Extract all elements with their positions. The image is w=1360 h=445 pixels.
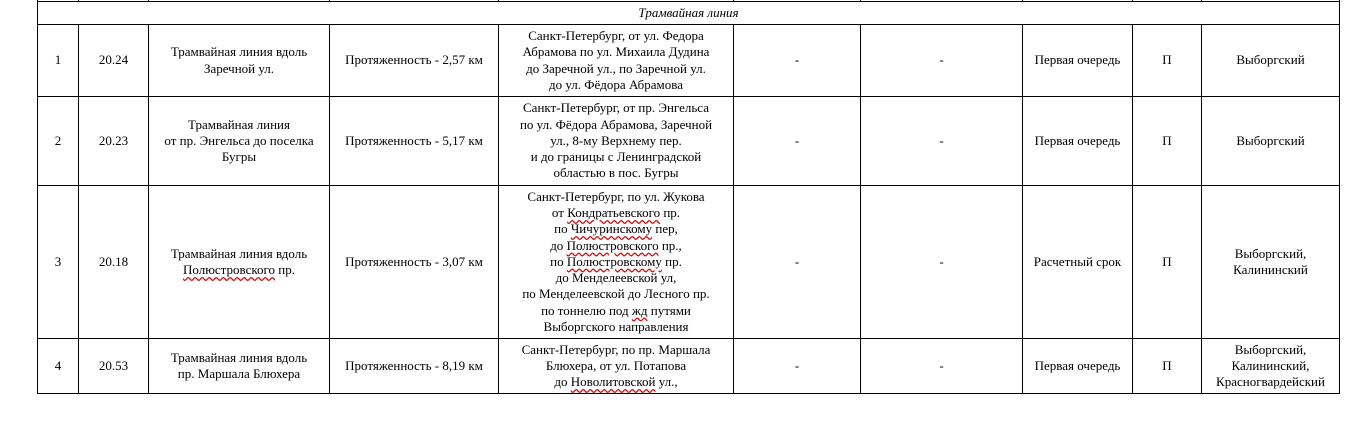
spellcheck-underlined-word: Чичуринскому: [570, 221, 653, 237]
text-fragment: Калининский,: [1231, 357, 1310, 373]
empty-value-cell: -: [734, 97, 861, 186]
text-fragment: ул., 8-му Верхнему пер.: [550, 132, 682, 148]
row-number: 1: [38, 25, 79, 97]
spellcheck-underlined-word: жд: [631, 302, 648, 318]
text-fragment: до: [554, 374, 571, 390]
row-number: 4: [38, 339, 79, 394]
object-name-line: [153, 149, 325, 165]
tram-lines-table: [37, 0, 1340, 394]
district-line: [1206, 133, 1335, 149]
object-code: 20.18: [79, 186, 149, 339]
empty-value-cell: -: [734, 186, 861, 339]
object-name: [149, 339, 330, 394]
text-fragment: пр.: [275, 262, 295, 277]
object-name-line: [153, 246, 325, 262]
route-line: [503, 358, 729, 374]
text-fragment: Выборгский,: [1234, 341, 1307, 357]
object-name-line: [153, 262, 325, 278]
route-line: [503, 189, 729, 205]
text-fragment: путями: [647, 302, 691, 318]
object-name-line: [153, 61, 325, 77]
row-number: 2: [38, 97, 79, 186]
district-cell: [1202, 25, 1340, 97]
text-fragment: от пр. Энгельса до поселка: [164, 132, 314, 148]
table-row: [38, 339, 1340, 394]
route-line: [503, 270, 729, 286]
stage-cell: Расчетный срок: [1023, 186, 1133, 339]
text-fragment: Красногвардейский: [1216, 374, 1325, 390]
route-description: [499, 25, 734, 97]
section-row: [38, 2, 1340, 25]
route-line: [503, 303, 729, 319]
text-fragment: Выборгский: [1236, 132, 1305, 148]
object-name: [149, 25, 330, 97]
text-fragment: областью в пос. Бугры: [553, 165, 679, 181]
route-line: [503, 342, 729, 358]
text-fragment: до Заречной ул., по Заречной ул.: [526, 60, 706, 76]
route-line: [503, 205, 729, 221]
object-name: [149, 186, 330, 339]
route-line: [503, 77, 729, 93]
empty-value-cell: -: [861, 339, 1023, 394]
text-fragment: ул.,: [655, 374, 678, 390]
route-line: [503, 117, 729, 133]
route-line: [503, 254, 729, 270]
spellcheck-underlined-word: Кондратьевского: [567, 204, 661, 220]
text-fragment: Выборгский,: [1234, 245, 1307, 261]
text-fragment: Санкт-Петербург, по пр. Маршала: [521, 341, 711, 357]
row-number: 3: [38, 186, 79, 339]
route-line: [503, 44, 729, 60]
district-cell: [1202, 97, 1340, 186]
route-line: [503, 238, 729, 254]
stage-cell: Первая очередь: [1023, 339, 1133, 394]
text-fragment: по: [550, 253, 567, 269]
text-fragment: Трамвайная линия вдоль: [170, 44, 308, 60]
district-cell: [1202, 186, 1340, 339]
length-cell: Протяженность - 8,19 км: [330, 339, 499, 394]
object-name-line: [153, 117, 325, 133]
district-line: [1206, 246, 1335, 262]
route-line: [503, 165, 729, 181]
text-fragment: Калининский: [1233, 262, 1308, 277]
text-fragment: до Менделеевской ул,: [555, 270, 677, 286]
text-fragment: до: [550, 237, 567, 253]
district-line: [1206, 374, 1335, 390]
district-line: [1206, 262, 1335, 278]
route-description: [499, 97, 734, 186]
text-fragment: Выборгского направления: [543, 319, 689, 335]
district-cell: [1202, 339, 1340, 394]
text-fragment: Санкт-Петербург, по ул. Жукова: [527, 188, 705, 204]
text-fragment: Санкт-Петербург, от пр. Энгельса: [523, 100, 709, 116]
route-description: [499, 186, 734, 339]
route-description: [499, 339, 734, 394]
text-fragment: пр.: [661, 253, 682, 269]
object-code: 20.23: [79, 97, 149, 186]
text-fragment: Заречной ул.: [203, 60, 275, 76]
district-line: [1206, 358, 1335, 374]
text-fragment: пер,: [652, 221, 678, 237]
spellcheck-underlined-word: Полюстровского: [183, 262, 276, 277]
type-cell: П: [1133, 339, 1202, 394]
empty-value-cell: -: [861, 186, 1023, 339]
empty-value-cell: -: [734, 25, 861, 97]
text-fragment: и до границы с Ленинградской: [530, 149, 702, 165]
length-cell: Протяженность - 5,17 км: [330, 97, 499, 186]
empty-value-cell: -: [861, 97, 1023, 186]
district-line: [1206, 52, 1335, 68]
route-line: [503, 149, 729, 165]
text-fragment: от: [551, 204, 568, 220]
text-fragment: Абрамова по ул. Михаила Дудина: [522, 44, 710, 60]
text-fragment: Выборгский: [1236, 52, 1305, 68]
stage-cell: Первая очередь: [1023, 97, 1133, 186]
section-title: Трамвайная линия: [38, 2, 1340, 25]
text-fragment: Трамвайная линия: [188, 116, 290, 132]
route-line: [503, 61, 729, 77]
text-fragment: до ул. Фёдора Абрамова: [548, 76, 684, 92]
table-row: [38, 25, 1340, 97]
route-line: [503, 100, 729, 116]
object-name-line: [153, 44, 325, 60]
text-fragment: пр. Маршала Блюхера: [177, 366, 301, 381]
empty-value-cell: -: [861, 25, 1023, 97]
spellcheck-underlined-word: Полюстровского: [566, 237, 659, 253]
district-line: [1206, 342, 1335, 358]
text-fragment: по тоннелю под: [541, 302, 632, 318]
route-line: [503, 133, 729, 149]
route-line: [503, 221, 729, 237]
text-fragment: Трамвайная линия вдоль: [170, 349, 308, 365]
text-fragment: пр.,: [658, 237, 682, 253]
object-name: [149, 97, 330, 186]
route-line: [503, 319, 729, 335]
text-fragment: по ул. Фёдора Абрамова, Заречной: [519, 116, 713, 132]
type-cell: П: [1133, 97, 1202, 186]
table-row: [38, 186, 1340, 339]
route-line: [503, 374, 729, 390]
object-name-line: [153, 366, 325, 382]
text-fragment: пр.: [660, 204, 681, 220]
text-fragment: Санкт-Петербург, от ул. Федора: [528, 27, 704, 43]
empty-value-cell: -: [734, 339, 861, 394]
route-line: [503, 286, 729, 302]
table-body: [38, 25, 1340, 394]
spellcheck-underlined-word: Полюстровскому: [566, 253, 662, 269]
type-cell: П: [1133, 25, 1202, 97]
text-fragment: Трамвайная линия вдоль: [170, 245, 308, 261]
spellcheck-underlined-word: Новолитовской: [570, 374, 656, 390]
text-fragment: Бугры: [221, 149, 257, 165]
stage-cell: Первая очередь: [1023, 25, 1133, 97]
type-cell: П: [1133, 186, 1202, 339]
length-cell: Протяженность - 2,57 км: [330, 25, 499, 97]
route-line: [503, 28, 729, 44]
object-name-line: [153, 350, 325, 366]
object-name-line: [153, 133, 325, 149]
table-row: [38, 97, 1340, 186]
object-code: 20.24: [79, 25, 149, 97]
text-fragment: по Менделеевской до Лесного пр.: [522, 286, 710, 302]
length-cell: Протяженность - 3,07 км: [330, 186, 499, 339]
object-code: 20.53: [79, 339, 149, 394]
text-fragment: Блюхера, от ул. Потапова: [545, 357, 687, 373]
text-fragment: по: [554, 221, 571, 237]
